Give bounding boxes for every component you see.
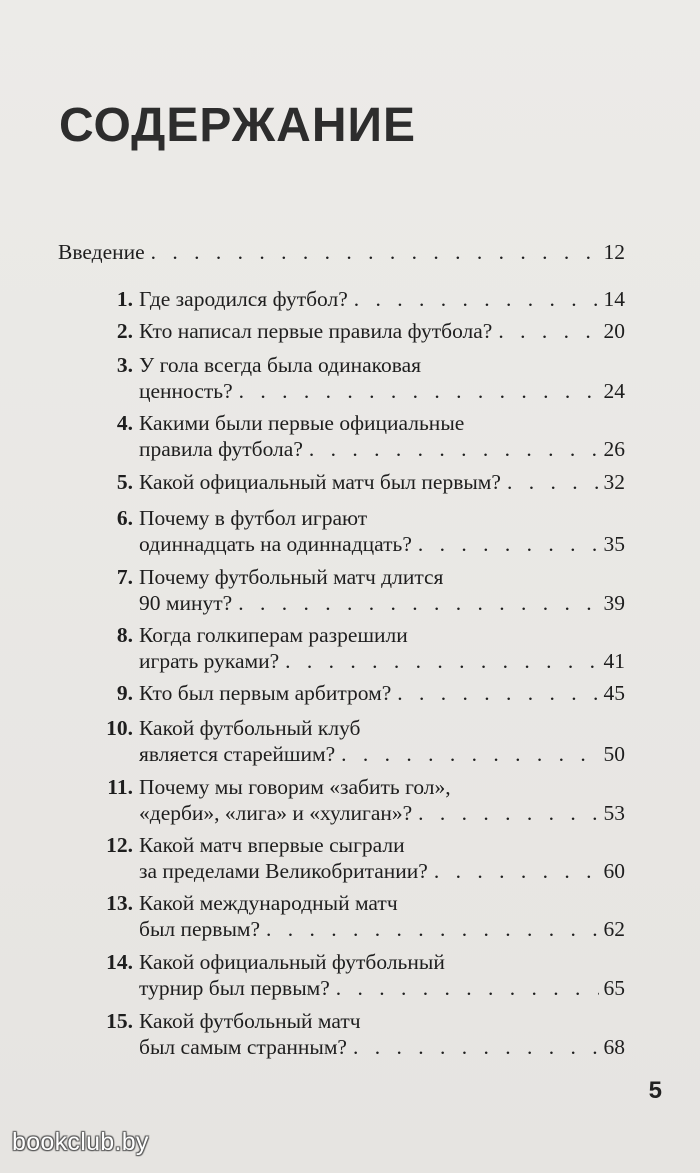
- toc-line: [139, 285, 625, 313]
- dot-leader: [285, 647, 599, 675]
- dot-leader: [266, 915, 599, 943]
- toc-entry-title-continued: правила футбола?: [139, 437, 303, 461]
- toc-page-number: 14: [603, 287, 625, 311]
- toc-entry-number: 9.: [116, 681, 133, 705]
- dot-leader: [238, 589, 599, 617]
- toc-page-number: 26: [603, 437, 625, 461]
- toc-page-number: 24: [603, 379, 625, 403]
- toc-entry-title: Кто был первым арбитром?: [139, 681, 392, 705]
- toc-line: [139, 589, 625, 617]
- dot-leader: [353, 1033, 599, 1061]
- toc-entry-number: 4.: [116, 411, 133, 435]
- toc-entry-title-continued: одиннадцать на одиннадцать?: [139, 532, 412, 556]
- toc-entry-title-continued: был самым странным?: [139, 1035, 347, 1059]
- toc-entry-title: Кто написал первые правила футбола?: [139, 319, 493, 343]
- toc-entry-title-continued: ценность?: [139, 379, 233, 403]
- page-title: СОДЕРЖАНИЕ: [59, 99, 416, 152]
- toc-entry-number: 12.: [106, 833, 133, 857]
- dot-leader: [151, 238, 599, 266]
- toc-entry-number: 14.: [106, 950, 133, 974]
- toc-entry-number: 11.: [107, 775, 133, 799]
- toc-line: [139, 679, 625, 707]
- dot-leader: [397, 679, 599, 707]
- toc-line: [139, 377, 625, 405]
- toc-entry-number: 1.: [116, 287, 133, 311]
- toc-entry-number: 10.: [106, 716, 133, 740]
- dot-leader: [507, 468, 599, 496]
- dot-leader: [239, 377, 599, 405]
- toc-line: [139, 915, 625, 943]
- toc-page-number: 50: [603, 742, 625, 766]
- toc-page-number: 65: [603, 976, 625, 1000]
- toc-page-number: 45: [603, 681, 625, 705]
- toc-line: [139, 435, 625, 463]
- toc-page-number: 41: [603, 649, 625, 673]
- toc-entry-number: 8.: [116, 623, 133, 647]
- dot-leader: [309, 435, 599, 463]
- toc-page-number: 32: [603, 470, 625, 494]
- toc-entry-title: У гола всегда была одинаковая: [139, 353, 422, 377]
- toc-entry-title: Какой международный матч: [139, 891, 398, 915]
- toc-entry-title: Почему в футбол играют: [139, 506, 368, 530]
- toc-entry-title: Когда голкиперам разрешили: [139, 623, 408, 647]
- toc-page-number: 60: [603, 859, 625, 883]
- toc-entry-title-continued: 90 минут?: [139, 591, 233, 615]
- toc-entry-number: 5.: [116, 470, 133, 494]
- toc-entry-number: 2.: [116, 319, 133, 343]
- dot-leader: [418, 799, 599, 827]
- toc-entry-number: 13.: [106, 891, 133, 915]
- toc-page-number: 12: [603, 240, 625, 264]
- watermark-logo: bookclub.by: [12, 1128, 149, 1156]
- toc-entry-title-continued: «дерби», «лига» и «хулиган»?: [139, 801, 413, 825]
- toc-entry-title-continued: за пределами Великобритании?: [139, 859, 428, 883]
- dot-leader: [498, 317, 599, 345]
- dot-leader: [336, 974, 599, 1002]
- toc-line: [139, 317, 625, 345]
- toc-page-number: 35: [603, 532, 625, 556]
- page-number: 5: [648, 1077, 662, 1104]
- toc-entry-number: 7.: [116, 565, 133, 589]
- toc-entry-title: Какой матч впервые сыграли: [139, 833, 405, 857]
- toc-line: [139, 740, 625, 768]
- toc-line: [139, 974, 625, 1002]
- toc-page-number: 20: [603, 319, 625, 343]
- toc-line: [139, 468, 625, 496]
- toc-entry-title: Почему футбольный матч длится: [139, 565, 444, 589]
- toc-entry-title: Какой официальный футбольный: [139, 950, 445, 974]
- toc-page-number: 68: [603, 1035, 625, 1059]
- toc-entry-title: Какой футбольный клуб: [139, 716, 361, 740]
- toc-entry-title: Какими были первые официальные: [139, 411, 465, 435]
- dot-leader: [354, 285, 599, 313]
- toc-entry-title: Какой официальный матч был первым?: [139, 470, 501, 494]
- toc-entry-number: 15.: [106, 1009, 133, 1033]
- toc-line: [139, 1033, 625, 1061]
- toc-line: [139, 530, 625, 558]
- toc-entry-title: Где зародился футбол?: [139, 287, 348, 311]
- dot-leader: [341, 740, 599, 768]
- toc-entry-title-continued: был первым?: [139, 917, 261, 941]
- dot-leader: [418, 530, 599, 558]
- toc-page-number: 62: [603, 917, 625, 941]
- toc-page-number: 39: [603, 591, 625, 615]
- toc-line: [139, 857, 625, 885]
- toc-line: [139, 799, 625, 827]
- dot-leader: [434, 857, 599, 885]
- toc-line: [58, 238, 625, 266]
- toc-line: [139, 647, 625, 675]
- toc-entry-title: Какой футбольный матч: [139, 1009, 361, 1033]
- toc-entry-title: Почему мы говорим «забить гол»,: [139, 775, 451, 799]
- toc-entry-title: Введение: [58, 240, 145, 264]
- toc-entry-title-continued: турнир был первым?: [139, 976, 330, 1000]
- toc-page-number: 53: [603, 801, 625, 825]
- toc-entry-title-continued: является старейшим?: [139, 742, 336, 766]
- toc-entry-title-continued: играть руками?: [139, 649, 280, 673]
- toc-entry-number: 6.: [116, 506, 133, 530]
- toc-entry-number: 3.: [116, 353, 133, 377]
